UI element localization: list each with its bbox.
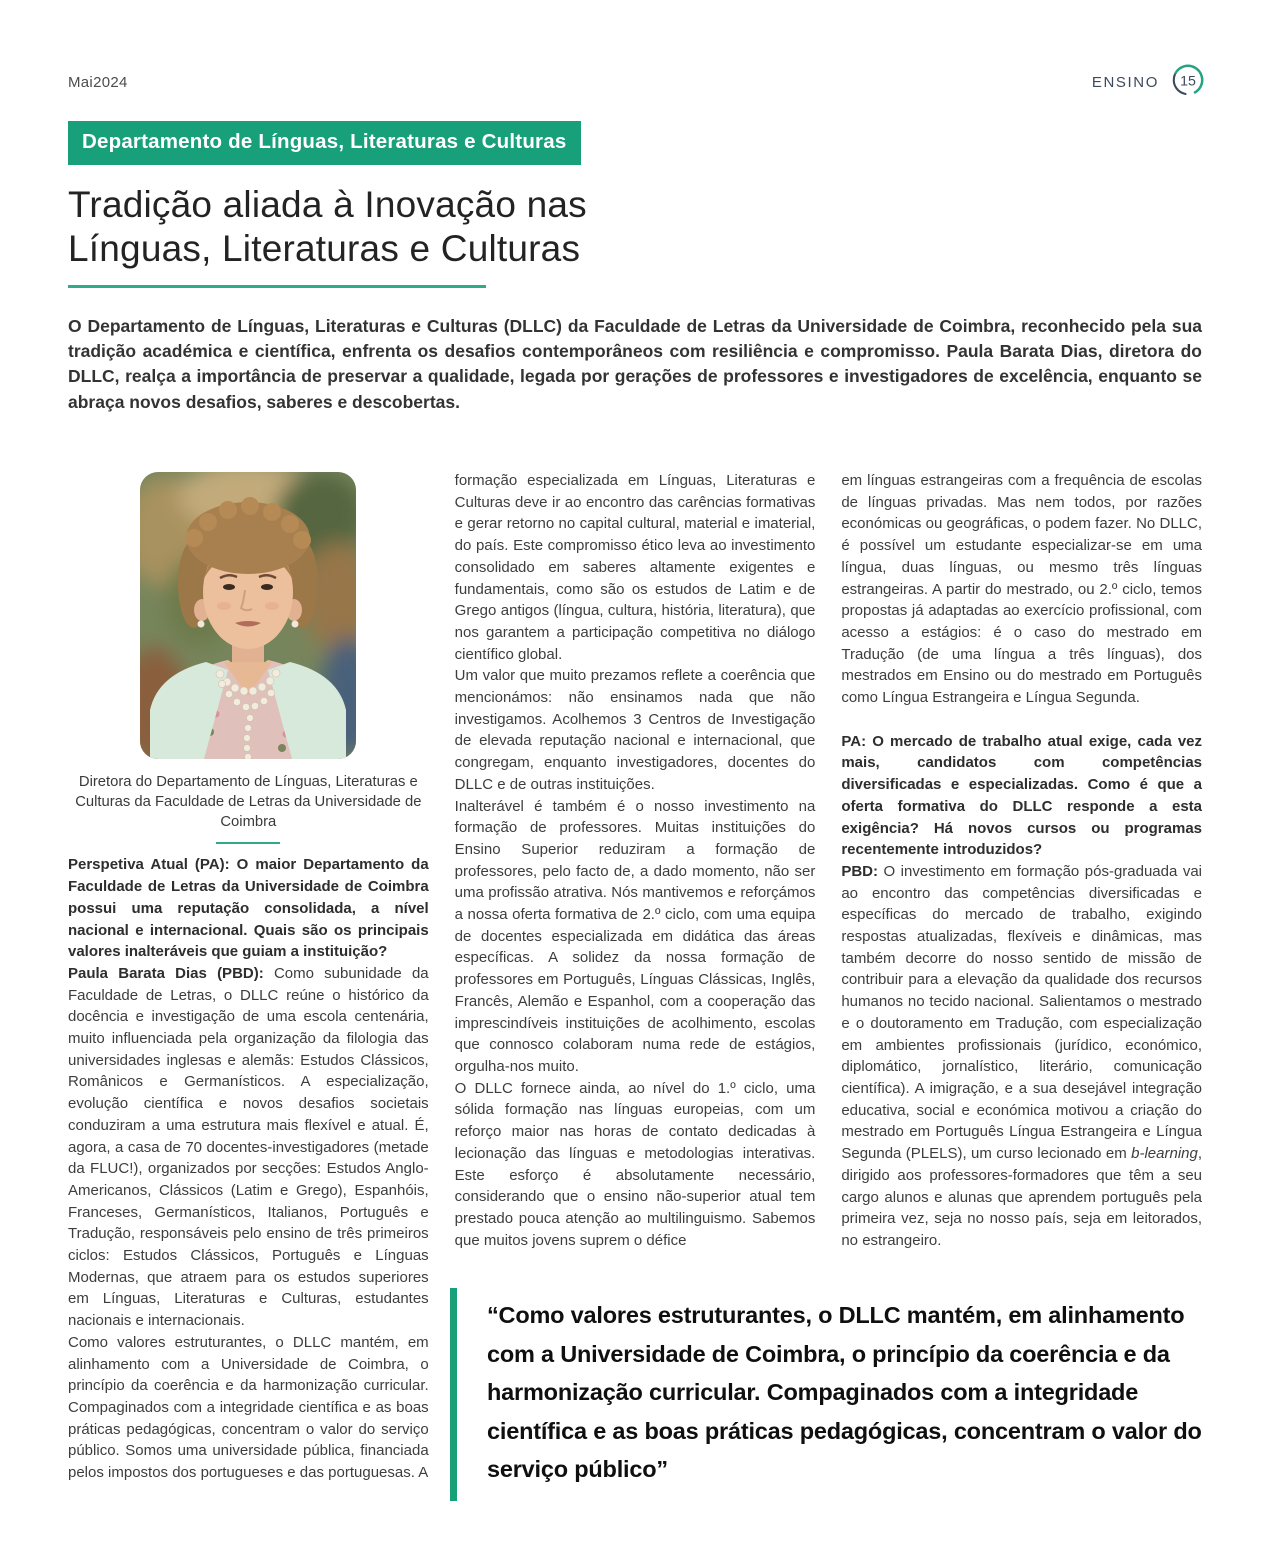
department-banner: Departamento de Línguas, Literaturas e Culturas: [68, 121, 581, 165]
title-block: [68, 183, 587, 288]
pull-quote-text: “Como valores estruturantes, o DLLC mantém, em alinhamento com a Universidade de Coimbra, o princípio da coerência e da harmonização curricular. Compaginados com a integridade científica e as boas práticas pedagógicas, concentram o valor do serviço público”: [487, 1302, 1202, 1482]
answer-1: Paula Barata Dias (PBD): Como subunidade da Faculdade de Letras, o DLLC reúne o histórico da docência e investigação de uma escola centenária, muito influenciada pela organização da filologia das universidades inglesas e alemãs: Estudos Clássicos, Românicos e Germanísticos. A especialização, evolução científica e novos desafios societais conduziram a uma estrutura mais flexível e atual. É, agora, a casa de 70 docentes-investigadores (metade da FLUC!), organizados por secções: Estudos Anglo-Americanos, Clássicos (Latim e Grego), Espanhóis, Franceses, Germanísticos, Italianos, Português e Tradução, responsáveis pelo ensino de três primeiros ciclos: Estudos Clássicos, Português e Línguas Modernas, que atraem para os estudos superiores em Línguas, Literaturas e Culturas, estudantes nacionais e internacionais.: [68, 964, 429, 1330]
article-title: [68, 183, 587, 272]
column2-paragraph-1: formação especializada em Línguas, Literaturas e Culturas deve ir ao encontro das carências formativas e gerar retorno no capital cultural, material e imaterial, do país. Este compromisso ético leva ao investimento consolidado em saberes altamente exigentes e fundamentais, como são os estudos de Latim e de Grego antigos (língua, cultura, história, literatura), que nos garantem a participação competitiva no diálogo científico global.: [454, 472, 816, 663]
article-title-line1: Tradição aliada à Inovação nas: [68, 184, 587, 225]
question-2: PA: O mercado de trabalho atual exige, cada vez mais, candidatos com competências diversificadas e especializadas. Como é que a oferta formativa do DLLC responde a esta exigência? Há novos cursos ou programas recentemente introduzidos?: [841, 732, 1203, 859]
speaker-label: PBD:: [841, 862, 879, 880]
column2-paragraph-4: O DLLC fornece ainda, ao nível do 1.º ciclo, uma sólida formação nas línguas europeias, com um reforço maior nas horas de contato dedicadas à lecionação das línguas e metodologias interativas. Este esforço é absolutamente necessário, considerando que o ensino não-superior atual tem prestado pouca atenção ao multilinguismo. Sabemos que muitos jovens suprem o défice: [454, 1079, 816, 1249]
title-underline: [68, 285, 486, 288]
question-1: Perspetiva Atual (PA): O maior Departamento da Faculdade de Letras da Universidade de Coimbra possui uma reputação consolidada, a nível nacional e internacional. Quais são os principais valores inalteráveis que guiam a instituição?: [68, 856, 429, 961]
caption-underline: [216, 842, 280, 845]
speaker-label: Paula Barata Dias (PBD):: [68, 964, 264, 982]
issue-date: Mai2024: [68, 74, 128, 91]
page-number: 15: [1180, 73, 1196, 90]
section-header: [1092, 60, 1208, 105]
column-1: [68, 470, 429, 1484]
column2-paragraph-3: Inalterável é também é o nosso investimento na formação de professores. Muitas instituições do Ensino Superior reduziram a formação de professores, pelo facto de, a dado momento, não ser uma profissão atrativa. Nós mantivemos e reforçámos a nossa oferta formativa de 2.º ciclo, com uma equipa de docentes especializada em didática das áreas específicas. A solidez da nossa formação de professores em Português, Línguas Clássicas, Inglês, Francês, Alemão e Espanhol, com a cooperação das imprescindíveis instituições de acolhimento, escolas que connosco colaboram numa rede de estágios, orgulha-nos muito.: [454, 797, 816, 1075]
article-lead: O Departamento de Línguas, Literaturas e Culturas (DLLC) da Faculdade de Letras da Universidade de Coimbra, reconhecido pela sua tradição académica e científica, enfrenta os desafios contemporâneos com resiliência e compromisso. Paula Barata Dias, diretora do DLLC, realça a importância de preservar a qualidade, legada por gerações de professores e investigadores de excelência, enquanto se abraça novos desafios, saberes e descobertas.: [68, 316, 1202, 412]
photo-caption: Diretora do Departamento de Línguas, Literaturas e Culturas da Faculdade de Letras da Universidade de Coimbra: [75, 774, 422, 830]
page-number-badge-icon: [1168, 60, 1208, 105]
section-label: ENSINO: [1091, 74, 1159, 91]
article-title-line2: Línguas, Literaturas e Culturas: [68, 228, 581, 270]
answer-2: PBD: O investimento em formação pós-graduada vai ao encontro das competências diversificadas e específicas do mercado de trabalho, exigindo respostas atualizadas, flexíveis e dinâmicas, mas também decorre do nosso sentido de missão de contribuir para a elevação da qualidade dos recursos humanos no tecido nacional. Salientamos o mestrado e o doutoramento em Tradução, com especialização em ambientes profissionais (jurídico, económico, diplomático, jornalístico, literário, comunicação científica). A imigração, e a sua desejável integração educativa, social e económica motivou a criação do mestrado em Português Língua Estrangeira e Língua Segunda (PLELS), um curso lecionado em b-learning, dirigido aos professores-formadores que têm a seu cargo alunos e alunas que aprendem português pela primeira vez, seja no nosso país, seja em leitorados, no estrangeiro.: [841, 862, 1203, 1249]
page-header: [68, 60, 1208, 105]
pull-quote: [450, 1288, 1208, 1501]
portrait-photo: [140, 472, 356, 759]
column3-paragraph-1: em línguas estrangeiras com a frequência de escolas de línguas privadas. Mas nem todos, por razões económicas ou geográficas, o podem fazer. No DLLC, é possível um estudante especializar-se em uma língua, duas línguas, ou mesmo três línguas estrangeiras. A partir do mestrado, ou 2.º ciclo, temos propostas já adaptadas ao exercício profissional, com acesso a estágios: é o caso do mestrado em Tradução (de uma língua a três línguas), dos mestrados em Ensino ou do mestrado em Português como Língua Estrangeira e Língua Segunda.: [841, 472, 1203, 707]
column2-paragraph-2: Um valor que muito prezamos reflete a coerência que mencionámos: não ensinamos nada que não investigamos. Acolhemos 3 Centros de Investigação de elevada reputação nacional e internacional, que congregam, enquanto investigadores, docentes do DLLC e de outras instituições.: [454, 667, 816, 793]
column1-paragraph-2: Como valores estruturantes, o DLLC mantém, em alinhamento com a Universidade de Coimbra, o princípio da coerência e da harmonização curricular. Compaginados com a integridade científica e as boas práticas pedagógicas, concentram o valor do serviço público. Somos uma universidade pública, financiada pelos impostos dos portugueses e das portuguesas. A: [68, 1333, 429, 1482]
